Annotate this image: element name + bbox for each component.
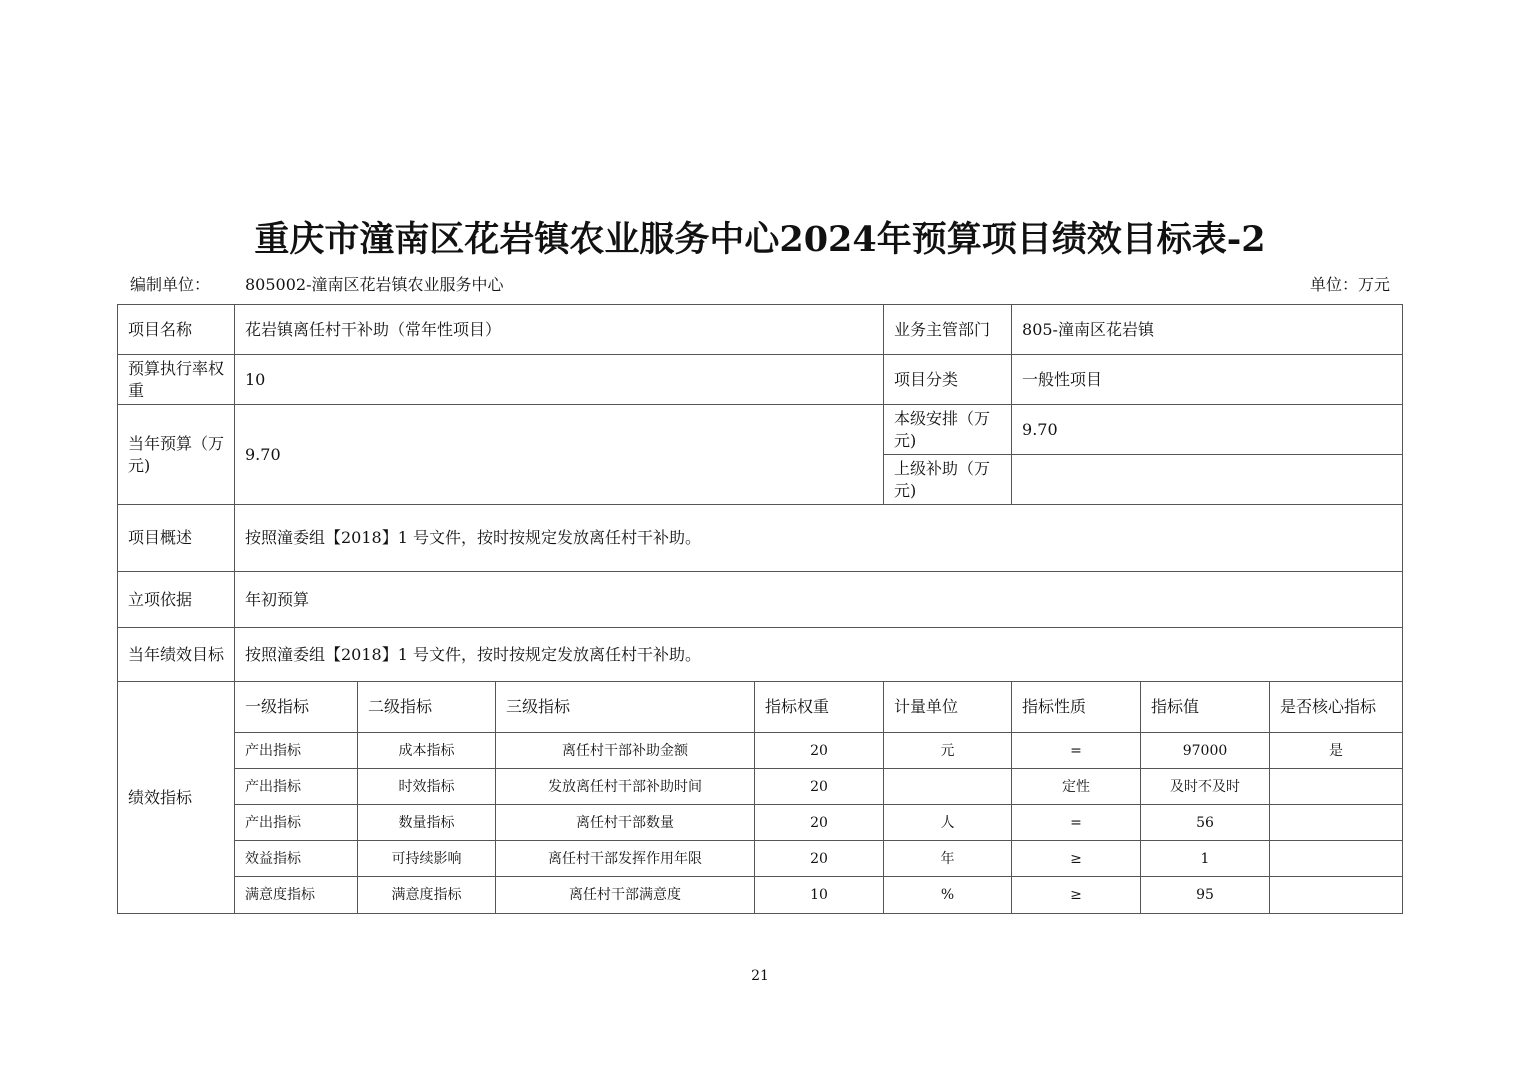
value-cell: 及时不及时 xyxy=(1141,769,1270,805)
level2-cell: 数量指标 xyxy=(358,805,496,841)
upper-label: 上级补助（万元) xyxy=(884,455,1012,505)
table-row xyxy=(118,805,1403,841)
core-cell xyxy=(1270,841,1403,877)
basis-value: 年初预算 xyxy=(235,572,1403,628)
category-label: 项目分类 xyxy=(884,355,1012,405)
budget-value: 9.70 xyxy=(235,405,884,505)
level3-cell: 发放离任村干部补助时间 xyxy=(496,769,755,805)
local-value: 9.70 xyxy=(1012,405,1403,455)
table-row xyxy=(118,841,1403,877)
core-cell: 是 xyxy=(1270,733,1403,769)
level1-cell: 效益指标 xyxy=(235,841,358,877)
level2-cell: 可持续影响 xyxy=(358,841,496,877)
level1-cell: 满意度指标 xyxy=(235,877,358,914)
perf-header: 指标权重 xyxy=(755,682,884,733)
unit-cell: 元 xyxy=(884,733,1012,769)
value-cell: 56 xyxy=(1141,805,1270,841)
nature-cell: = xyxy=(1012,733,1141,769)
nature-cell: ≥ xyxy=(1012,841,1141,877)
upper-value xyxy=(1012,455,1403,505)
unit-cell xyxy=(884,769,1012,805)
perf-header: 计量单位 xyxy=(884,682,1012,733)
dept-value: 805-潼南区花岩镇 xyxy=(1012,305,1403,355)
table-row xyxy=(118,877,1403,914)
level3-cell: 离任村干部数量 xyxy=(496,805,755,841)
perf-header: 二级指标 xyxy=(358,682,496,733)
level3-cell: 离任村干部发挥作用年限 xyxy=(496,841,755,877)
project-name-label: 项目名称 xyxy=(118,305,235,355)
basis-label: 立项依据 xyxy=(118,572,235,628)
page-number: 21 xyxy=(751,968,769,984)
goal-value: 按照潼委组【2018】1 号文件，按时按规定发放离任村干补助。 xyxy=(235,628,1403,682)
table-row xyxy=(118,733,1403,769)
perf-header: 三级指标 xyxy=(496,682,755,733)
perf-header: 一级指标 xyxy=(235,682,358,733)
goal-label: 当年绩效目标 xyxy=(118,628,235,682)
unit-name: 805002-潼南区花岩镇农业服务中心 xyxy=(245,275,504,294)
weight-cell: 20 xyxy=(755,841,884,877)
table-row xyxy=(118,769,1403,805)
level3-cell: 离任村干部补助金额 xyxy=(496,733,755,769)
weight-cell: 20 xyxy=(755,805,884,841)
weight-cell: 20 xyxy=(755,733,884,769)
level1-cell: 产出指标 xyxy=(235,769,358,805)
perf-label: 绩效指标 xyxy=(118,682,235,914)
level1-cell: 产出指标 xyxy=(235,733,358,769)
unit-cell: 人 xyxy=(884,805,1012,841)
unit-cell: % xyxy=(884,877,1012,914)
weight-value: 10 xyxy=(235,355,884,405)
perf-header: 指标值 xyxy=(1141,682,1270,733)
performance-target-table xyxy=(117,304,1403,914)
value-cell: 97000 xyxy=(1141,733,1270,769)
currency-unit: 单位：万元 xyxy=(1309,275,1390,294)
nature-cell: = xyxy=(1012,805,1141,841)
level2-cell: 时效指标 xyxy=(358,769,496,805)
project-name: 花岩镇离任村干补助（常年性项目） xyxy=(235,305,884,355)
perf-header: 是否核心指标 xyxy=(1270,682,1403,733)
document-title: 重庆市潼南区花岩镇农业服务中心2024年预算项目绩效目标表-2 xyxy=(254,219,1266,260)
value-cell: 95 xyxy=(1141,877,1270,914)
weight-cell: 20 xyxy=(755,769,884,805)
overview-label: 项目概述 xyxy=(118,505,235,572)
local-label: 本级安排（万元) xyxy=(884,405,1012,455)
weight-cell: 10 xyxy=(755,877,884,914)
overview-value: 按照潼委组【2018】1 号文件，按时按规定发放离任村干补助。 xyxy=(235,505,1403,572)
unit-cell: 年 xyxy=(884,841,1012,877)
level2-cell: 成本指标 xyxy=(358,733,496,769)
category-value: 一般性项目 xyxy=(1012,355,1403,405)
value-cell: 1 xyxy=(1141,841,1270,877)
core-cell xyxy=(1270,769,1403,805)
perf-header: 指标性质 xyxy=(1012,682,1141,733)
core-cell xyxy=(1270,877,1403,914)
nature-cell: ≥ xyxy=(1012,877,1141,914)
level1-cell: 产出指标 xyxy=(235,805,358,841)
core-cell xyxy=(1270,805,1403,841)
unit-label: 编制单位： xyxy=(130,275,211,294)
budget-label: 当年预算（万元) xyxy=(118,405,235,505)
weight-label: 预算执行率权重 xyxy=(118,355,235,405)
nature-cell: 定性 xyxy=(1012,769,1141,805)
level3-cell: 离任村干部满意度 xyxy=(496,877,755,914)
dept-label: 业务主管部门 xyxy=(884,305,1012,355)
level2-cell: 满意度指标 xyxy=(358,877,496,914)
